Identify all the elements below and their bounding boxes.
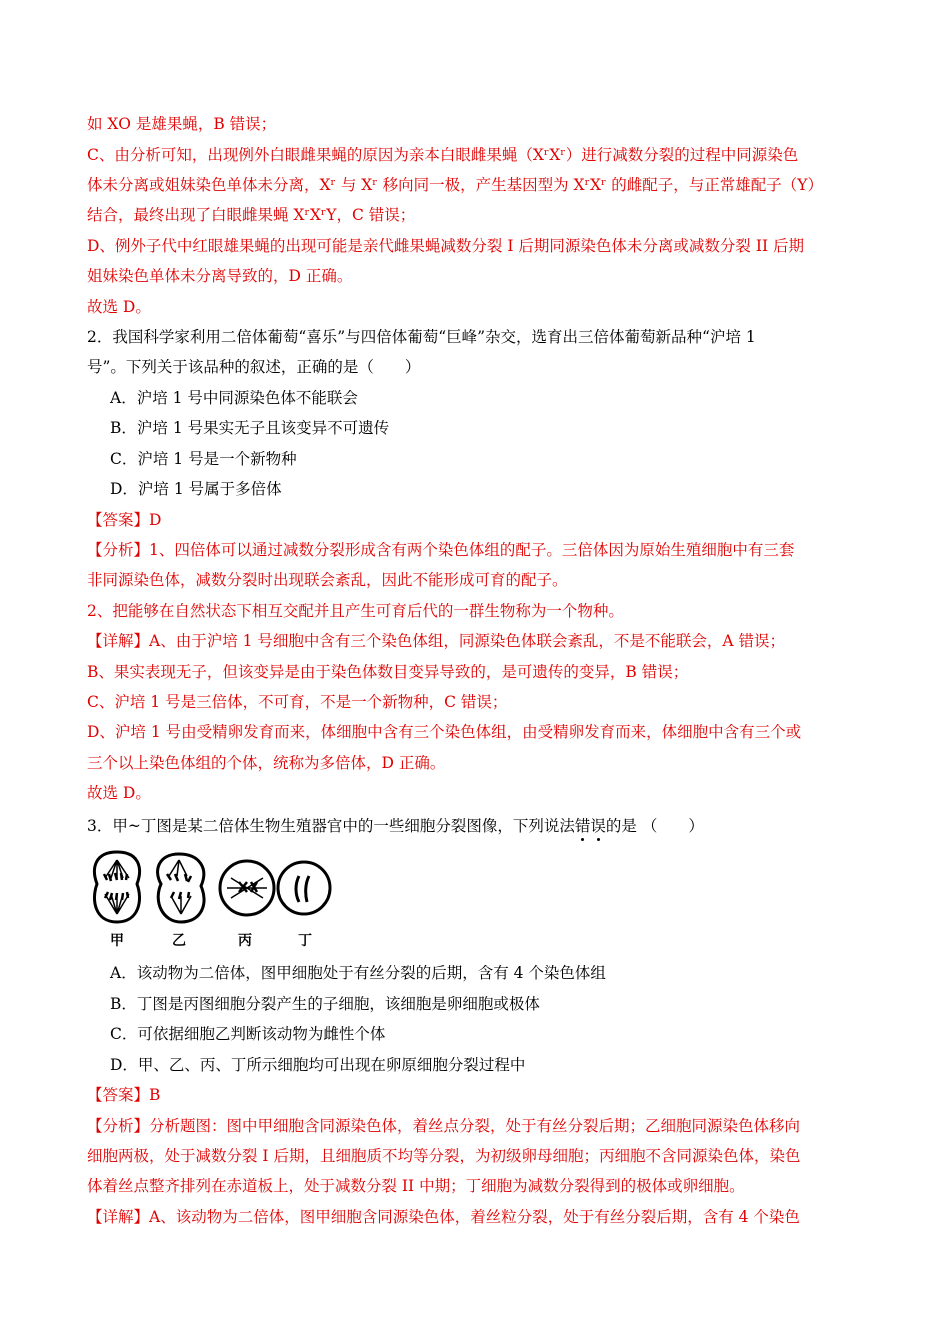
analysis-line: 非同源染色体，减数分裂时出现联会紊乱，因此不能形成可育的配子。 bbox=[87, 571, 568, 589]
text-line: 体未分离或姐妹染色单体未分离，Xʳ 与 Xʳ 移向同一极，产生基因型为 XʳXʳ 的雌配子，与正常雄配子（Y） bbox=[87, 176, 824, 194]
option-c: C．可依据细胞乙判断该动物为雌性个体 bbox=[110, 1025, 386, 1043]
analysis-line: 细胞两极，处于减数分裂 I 后期，且细胞质不均等分裂，为初级卵母细胞；丙细胞不含同源染色体，染色 bbox=[87, 1147, 801, 1165]
analysis-line: 【分析】1、四倍体可以通过减数分裂形成含有两个染色体组的配子。三倍体因为原始生殖细胞中有三套 bbox=[87, 541, 795, 559]
question-2-stem: 2．我国科学家利用二倍体葡萄“喜乐”与四倍体葡萄“巨峰”杂交，选育出三倍体葡萄新品种“沪培 1 bbox=[87, 328, 756, 346]
emph-char-1: 错 bbox=[574, 817, 591, 835]
question-3-stem bbox=[87, 815, 704, 837]
figure-label-ding: 丁 bbox=[298, 933, 312, 949]
explanation-line: C、沪培 1 号是三倍体，不可育，不是一个新物种，C 错误； bbox=[87, 693, 508, 711]
question-2-stem-cont: 号”。下列关于该品种的叙述，正确的是（ ） bbox=[87, 358, 421, 376]
option-b: B．丁图是丙图细胞分裂产生的子细胞，该细胞是卵细胞或极体 bbox=[110, 995, 540, 1013]
emph-char-2: 误 bbox=[590, 817, 606, 835]
explanation-line: D、沪培 1 号由受精卵发育而来，体细胞中含有三个染色体组，由受精卵发育而来，体细胞中含有三个或 bbox=[87, 723, 802, 741]
figure-label-jia: 甲 bbox=[110, 933, 124, 949]
q3-prefix: 3．甲~丁图是某二倍体生物生殖器官中的一些细胞分裂图像，下列说法 bbox=[87, 817, 575, 835]
answer-label: 【答案】B bbox=[87, 1086, 161, 1104]
text-line: 结合，最终出现了白眼雌果蝇 XʳXʳY，C 错误； bbox=[87, 206, 416, 224]
emphasis-char bbox=[590, 817, 606, 835]
figure-label-bing: 丙 bbox=[238, 933, 252, 949]
cell-ding-icon bbox=[278, 862, 330, 914]
explanation-line: 三个以上染色体组的个体，统称为多倍体，D 正确。 bbox=[87, 754, 446, 772]
explanation-line: 故选 D。 bbox=[87, 784, 151, 802]
option-a: A．该动物为二倍体，图甲细胞处于有丝分裂的后期，含有 4 个染色体组 bbox=[110, 964, 606, 982]
figure-label-yi: 乙 bbox=[172, 933, 186, 949]
analysis-line: 【分析】分析题图：图中甲细胞含同源染色体，着丝点分裂，处于有丝分裂后期；乙细胞同源染色体移向 bbox=[87, 1117, 801, 1135]
text-line: C、由分析可知，出现例外白眼雌果蝇的原因为亲本白眼雌果蝇（XʳXʳ）进行减数分裂的过程中同源染色 bbox=[87, 146, 799, 164]
option-a: A．沪培 1 号中同源染色体不能联会 bbox=[110, 389, 358, 407]
text-line: 故选 D。 bbox=[87, 298, 151, 316]
cell-division-figure bbox=[87, 848, 347, 930]
option-b: B．沪培 1 号果实无子且该变异不可遗传 bbox=[110, 419, 390, 437]
explanation-line: 【详解】A、该动物为二倍体，图甲细胞含同源染色体，着丝粒分裂，处于有丝分裂后期，含有 4 个染色 bbox=[87, 1208, 800, 1226]
text-line: D、例外子代中红眼雄果蝇的出现可能是亲代雌果蝇减数分裂 I 后期同源染色体未分离或减数分裂 II 后期 bbox=[87, 237, 805, 255]
option-d: D．沪培 1 号属于多倍体 bbox=[110, 480, 282, 498]
option-c: C．沪培 1 号是一个新物种 bbox=[110, 450, 297, 468]
text-line: 姐妹染色单体未分离导致的，D 正确。 bbox=[87, 267, 353, 285]
q3-suffix: 的是 （ ） bbox=[605, 817, 704, 835]
analysis-line: 体着丝点整齐排列在赤道板上，处于减数分裂 II 中期；丁细胞为减数分裂得到的极体或卵细胞。 bbox=[87, 1177, 745, 1195]
explanation-line: B、果实表现无子，但该变异是由于染色体数目变异导致的，是可遗传的变异，B 错误； bbox=[87, 663, 689, 681]
explanation-line: 【详解】A、由于沪培 1 号细胞中含有三个染色体组，同源染色体联会紊乱，不是不能联会，A 错误； bbox=[87, 632, 786, 650]
analysis-line: 2、把能够在自然状态下相互交配并且产生可育后代的一群生物称为一个物种。 bbox=[87, 602, 624, 620]
emphasis-char bbox=[575, 817, 591, 835]
option-d: D．甲、乙、丙、丁所示细胞均可出现在卵原细胞分裂过程中 bbox=[110, 1056, 526, 1074]
text-line: 如 XO 是雄果蝇，B 错误； bbox=[87, 115, 277, 133]
answer-label: 【答案】D bbox=[87, 511, 162, 529]
